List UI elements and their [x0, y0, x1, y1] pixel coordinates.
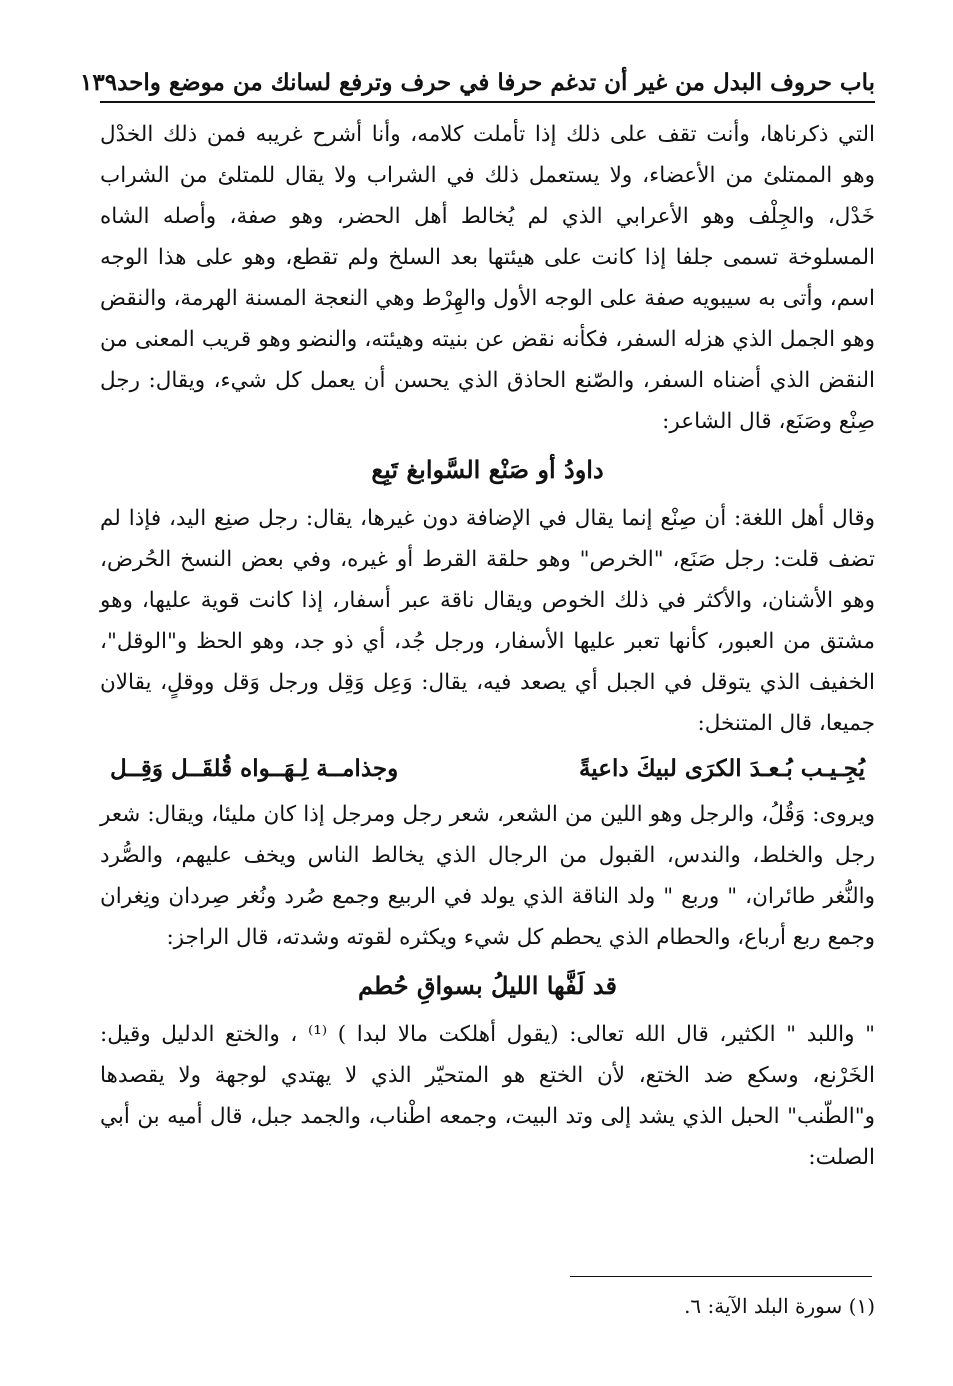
running-header [80, 52, 875, 96]
verse-hemistich-second: وجذامــة لِـهَــواه قُلقَــل وَقِــل [110, 755, 399, 782]
paragraph-3: ويروى: وَقُلُ، والرجل وهو اللين من الشعر، شعر رجل ومرجل إذا كان مليئا، ويقال: شعر رجل والخلط، والندس، القبول من الرجال الذي يخالط الناس ويخف عليهم، والصُّرد والنُّغر طائران، " وربع " ولد الناقة الذي يولد في الربيع وجمع صُرد ونُغر صِردان ونِغران وجمع ربع أرباع، والحطام الذي يحطم كل شيء ويكثره لقوته وشدته، قال الراجز: [100, 802, 875, 950]
verse-couplet [100, 746, 875, 792]
footnote: (١) سورة البلد الآية: ٦. [684, 1294, 875, 1318]
footnote-rule [570, 1276, 872, 1277]
verse-hemistich-first: يُجِـيـب بُـعـدَ الكرَى لبيكَ داعيةً [578, 755, 865, 782]
page-number: ١٣٩ [80, 69, 118, 96]
verse-line-3: قد لَفَّها الليلُ بسواقِ حُطم [358, 971, 617, 1000]
header-rule [100, 101, 875, 103]
main-text [100, 114, 875, 1178]
paragraph-1: التي ذكرناها، وأنت تقف على ذلك إذا تأملت كلامه، وأنا أشرح غريبه فمن ذلك الخدْل وهو الممتلئ من الأعضاء، ولا يستعمل ذلك في الشراب ولا يقال للمتلئ من الشراب خَدْل، والجِلْف وهو الأعرابي الذي لم يُخالط أهل الحضر، وهو صفة، وأصله الشاه المسلوخة تسمى جلفا إذا كانت على هيئتها بعد السلخ ولم تقطع، وهو على هذا الوجه اسم، وأتى به سيبويه صفة على الوجه الأول والهِرْط وهي النعجة المسنة الهرمة، والنقض وهو الجمل الذي هزله السفر، فكأنه نقض عن بنيته وهيئته، والنضو وهو قريب المعنى من النقض الذي أضناه السفر، والصّنع الحاذق الذي يحسن أن يعمل كل شيء، ويقال: رجل صِنْع وصَنَع، قال الشاعر: [100, 122, 875, 434]
paragraph-4: " واللبد " الكثير، قال الله تعالى: (يقول أهلكت مالا لبدا ) ⁽¹⁾ ، والختع الدليل وقيل: الخَرْنع، وسكع ضد الختع، لأن الختع هو المتحيّر الذي لا يهتدي لوجهة ولا يقصدها و"الطّنب" الحبل الذي يشد إلى وتد البيت، وجمعه اطْناب، والجمد جبل، قال أميه بن أبي الصلت: [100, 1022, 876, 1170]
chapter-title: باب حروف البدل من غير أن تدغم حرفا في حرف وترفع لسانك من موضع واحد [117, 69, 875, 96]
verse-line-1: داودُ أو صَنْع السَّوابغ تَبِع [371, 455, 604, 484]
paragraph-2: وقال أهل اللغة: أن صِنْع إنما يقال في الإضافة دون غيرها، يقال: رجل صنِع اليد، فإذا لم تضف قلت: رجل صَنَع، "الخرص" وهو حلقة القرط أو غيره، وفي بعض النسخ الحُرض، وهو الأشنان، والأكثر في ذلك الخوص ويقال ناقة عبر أسفار، إذا كانت قوية عليها، وهو مشتق من العبور، كأنها تعبر عليها الأسفار، ورجل جُد، أي ذو جد، وهو الحظ و"الوقل"، الخفيف الذي يتوقل في الجبل أي يصعد فيه، يقال: وَعِل وَقِل ورجل وَقل ووقلٍ، يقالان جميعا، قال المتنخل: [100, 506, 875, 736]
